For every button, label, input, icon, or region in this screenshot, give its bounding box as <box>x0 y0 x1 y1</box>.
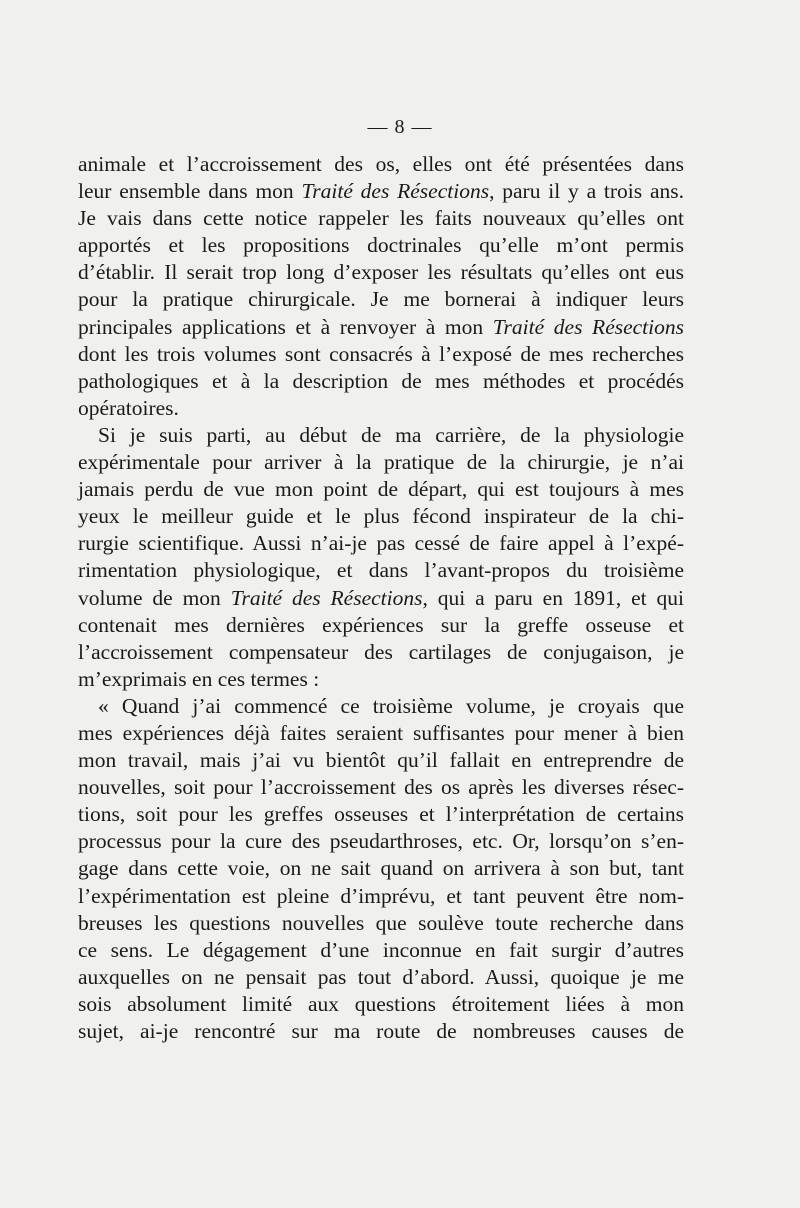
text-line: l’expérimentation est pleine d’imprévu, et tant peuvent être nom- <box>78 883 684 908</box>
text-line: breuses les questions nouvelles que soulève toute recherche dans <box>78 910 684 935</box>
text-line: expérimentale pour arriver à la pratique de la chirurgie, je n’ai <box>78 450 684 475</box>
text-line: principales applications et à renvoyer à mon Traité des Résections <box>78 314 684 339</box>
text-line: nouvelles, soit pour l’accroissement des os après les diverses résec- <box>78 775 684 800</box>
text-line: mon travail, mais j’ai vu bientôt qu’il fallait en entreprendre de <box>78 748 684 773</box>
book-title: Traité des Résections <box>301 179 490 204</box>
body-text <box>78 151 684 1045</box>
text-line: opératoires. <box>78 395 179 420</box>
text-line: Je vais dans cette notice rappeler les faits nouveaux qu’elles ont <box>78 206 684 231</box>
text-line: auxquelles on ne pensait pas tout d’abord. Aussi, quoique je me <box>78 964 684 989</box>
text-line: Si je suis parti, au début de ma carrière, de la physiologie <box>98 422 684 447</box>
text-line: rurgie scientifique. Aussi n’ai-je pas cessé de faire appel à l’expé- <box>78 531 684 556</box>
book-title: Traité des Résections <box>492 314 684 339</box>
text-line: contenait mes dernières expériences sur la greffe osseuse et <box>78 612 684 637</box>
text-line: jamais perdu de vue mon point de départ, qui est toujours à mes <box>78 477 684 502</box>
text-line: ce sens. Le dégagement d’une inconnue en fait surgir d’autres <box>78 937 684 962</box>
text-line: volume de mon Traité des Résections, qui a paru en 1891, et qui <box>78 585 684 610</box>
text-line: m’exprimais en ces termes : <box>78 666 320 691</box>
text-line: tions, soit pour les greffes osseuses et l’interprétation de certains <box>78 802 684 827</box>
text-line: yeux le meilleur guide et le plus fécond inspirateur de la chi- <box>78 504 684 529</box>
text-line: sujet, ai-je rencontré sur ma route de nombreuses causes de <box>78 1019 684 1043</box>
text-line: pour la pratique chirurgicale. Je me bornerai à indiquer leurs <box>78 287 684 312</box>
book-title: Traité des Résections <box>230 585 423 610</box>
text-line: processus pour la cure des pseudarthroses, etc. Or, lorsqu’on s’en- <box>78 829 684 854</box>
text-line: mes expériences déjà faites seraient suffisantes pour mener à bien <box>78 720 684 745</box>
text-line: d’établir. Il serait trop long d’exposer les résultats qu’elles ont eus <box>78 260 684 285</box>
text-line: pathologiques et à la description de mes méthodes et procédés <box>78 368 684 393</box>
text-line: apportés et les propositions doctrinales qu’elle m’ont permis <box>78 233 684 258</box>
text-line: gage dans cette voie, on ne sait quand on arrivera à son but, tant <box>78 856 684 881</box>
text-line: rimentation physiologique, et dans l’avant-propos du troisième <box>78 558 684 583</box>
text-line: sois absolument limité aux questions étroitement liées à mon <box>78 991 684 1016</box>
text-line: animale et l’accroissement des os, elles ont été présentées dans <box>78 152 684 176</box>
page-number: — 8 — <box>367 116 433 138</box>
text-line: l’accroissement compensateur des cartilages de conjugaison, je <box>78 639 684 664</box>
text-line: dont les trois volumes sont consacrés à l’exposé de mes recherches <box>78 341 684 366</box>
text-line: « Quand j’ai commencé ce troisième volume, je croyais que <box>98 693 684 718</box>
text-line: leur ensemble dans mon Traité des Résections, paru il y a trois ans. <box>78 179 684 204</box>
